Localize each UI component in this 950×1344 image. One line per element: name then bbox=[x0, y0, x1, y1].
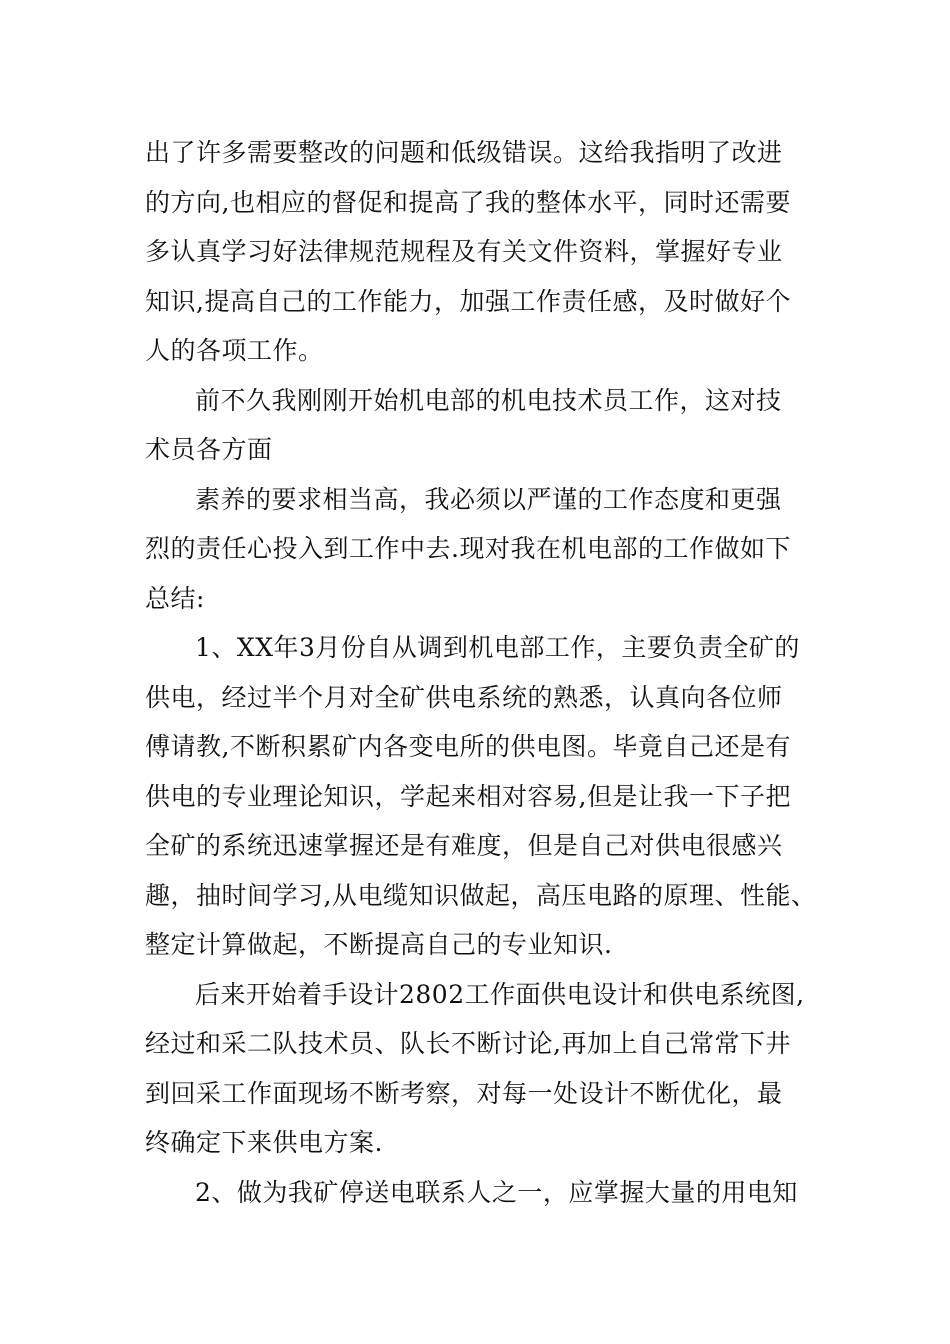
text-line: 术员各方面 bbox=[145, 435, 273, 464]
paragraph-start-line: 素养的要求相当高，我必须以严谨的工作态度和更强 bbox=[195, 484, 782, 514]
text-line: 经过和采二队技术员、队长不断讨论,再加上自己常常下井 bbox=[145, 1029, 791, 1058]
text-line: 烈的责任心投入到工作中去.现对我在机电部的工作做如下 bbox=[145, 534, 791, 563]
text-line: 整定计算做起，不断提高自己的专业知识. bbox=[145, 930, 613, 959]
text-line: 全矿的系统迅速掌握还是有难度，但是自己对供电很感兴 bbox=[145, 831, 783, 860]
text-line: 供电的专业理论知识，学起来相对容易,但是让我一下子把 bbox=[145, 781, 791, 811]
text-line: 到回采工作面现场不断考察，对每一处设计不断优化，最 bbox=[145, 1078, 783, 1108]
text-line: 终确定下来供电方案. bbox=[145, 1128, 383, 1157]
document-body bbox=[145, 128, 825, 1217]
text-line: 傅请教,不断积累矿内各变电所的供电图。毕竟自己还是有 bbox=[145, 732, 791, 761]
text-line: 多认真学习好法律规范规程及有关文件资料，掌握好专业 bbox=[145, 237, 783, 266]
paragraph-start-line: 1、XX年3月份自从调到机电部工作，主要负责全矿的 bbox=[195, 633, 800, 662]
text-line: 总结: bbox=[145, 583, 205, 613]
paragraph-start-line: 前不久我刚刚开始机电部的机电技术员工作，这对技 bbox=[195, 385, 782, 415]
text-line: 趣，抽时间学习,从电缆知识做起，高压电路的原理、性能、 bbox=[145, 880, 817, 910]
text-line: 供电，经过半个月对全矿供电系统的熟悉，认真向各位师 bbox=[145, 682, 783, 712]
text-line: 知识,提高自己的工作能力，加强工作责任感，及时做好个 bbox=[145, 286, 791, 316]
text-line: 人的各项工作。 bbox=[145, 336, 324, 365]
text-line: 出了许多需要整改的问题和低级错误。这给我指明了改进 bbox=[145, 138, 783, 167]
text-line: 的方向,也相应的督促和提高了我的整体水平，同时还需要 bbox=[145, 187, 791, 217]
paragraph-start-line: 2、做为我矿停送电联系人之一，应掌握大量的用电知 bbox=[195, 1177, 798, 1207]
paragraph-start-line: 后来开始着手设计2802工作面供电设计和供电系统图, bbox=[195, 979, 805, 1009]
